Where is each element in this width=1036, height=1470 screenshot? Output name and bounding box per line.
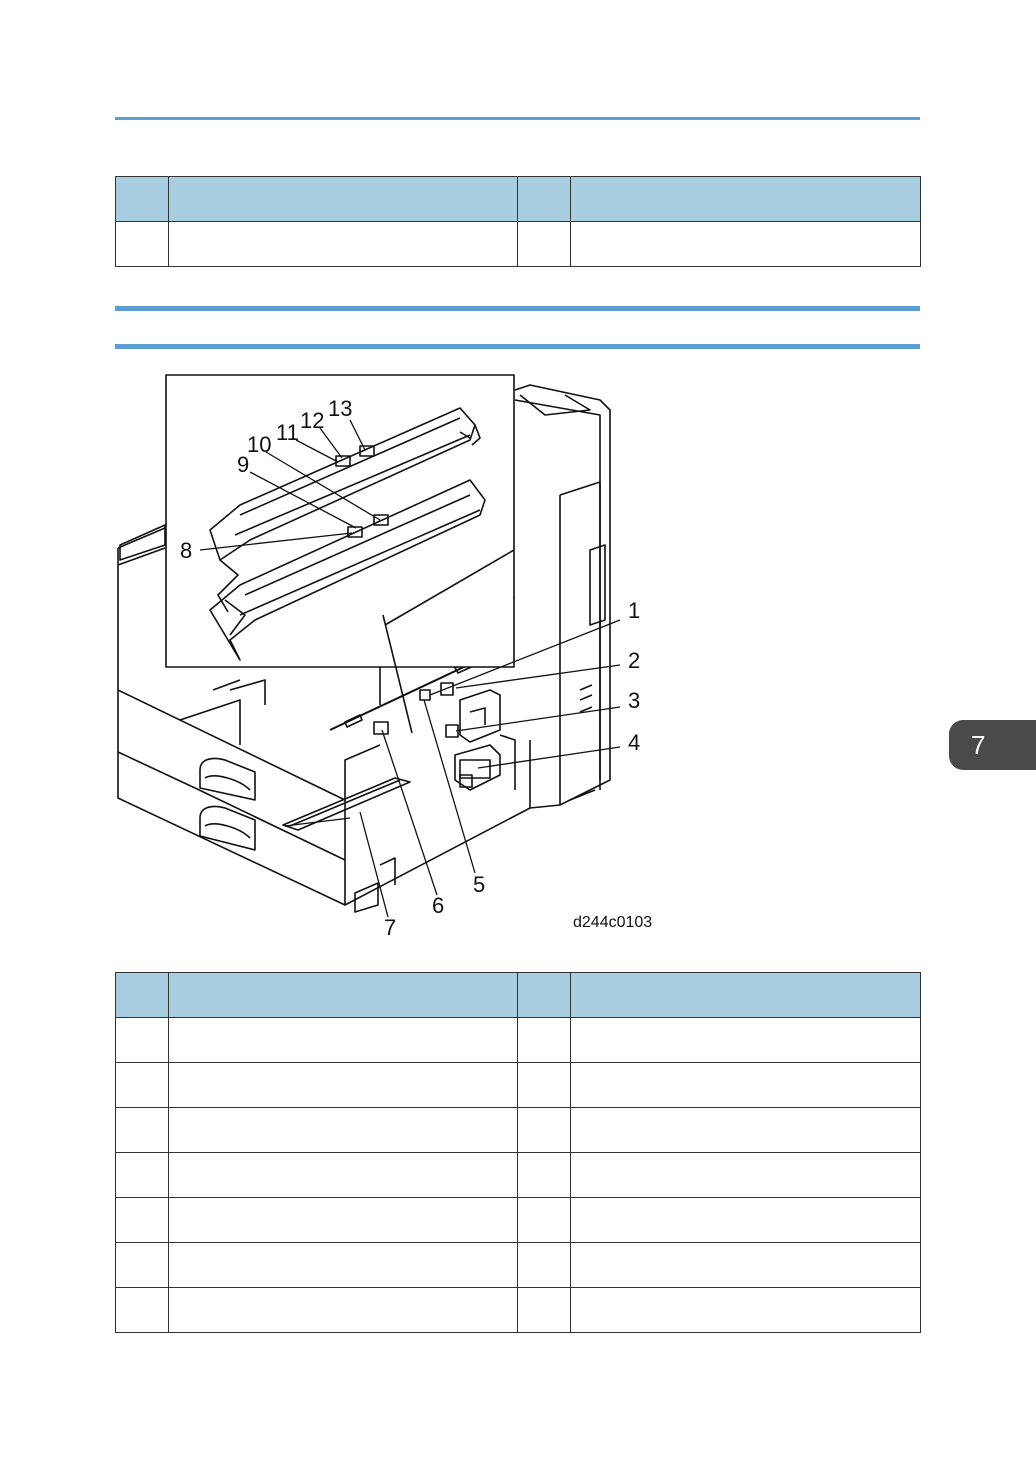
table-cell bbox=[518, 1153, 571, 1198]
section-rule-upper bbox=[115, 306, 920, 311]
header-cell bbox=[571, 973, 921, 1018]
header-cell bbox=[518, 973, 571, 1018]
table-header-row bbox=[116, 973, 921, 1018]
table-row bbox=[116, 1108, 921, 1153]
table-cell bbox=[518, 1018, 571, 1063]
callout-6: 6 bbox=[432, 893, 445, 918]
table-cell bbox=[169, 1108, 518, 1153]
table-cell bbox=[169, 1243, 518, 1288]
table-cell bbox=[571, 1243, 921, 1288]
table-row bbox=[116, 1018, 921, 1063]
table-cell bbox=[116, 1108, 169, 1153]
callout-2: 2 bbox=[628, 648, 641, 673]
table-cell bbox=[571, 1108, 921, 1153]
parts-table bbox=[115, 972, 921, 1333]
table-cell bbox=[518, 1243, 571, 1288]
table-cell bbox=[571, 1288, 921, 1333]
callout-4: 4 bbox=[628, 730, 641, 755]
header-cell bbox=[518, 177, 571, 222]
table-cell bbox=[518, 1063, 571, 1108]
table-header-row bbox=[116, 177, 921, 222]
callout-7: 7 bbox=[384, 915, 397, 940]
table-row bbox=[116, 1153, 921, 1198]
chapter-tab[interactable]: 7 bbox=[949, 720, 1036, 770]
table-cell bbox=[571, 222, 921, 267]
top-rule bbox=[115, 117, 920, 120]
top-parts-table bbox=[115, 176, 921, 267]
section-rule-lower bbox=[115, 344, 920, 349]
table-cell bbox=[518, 1288, 571, 1333]
callout-5: 5 bbox=[473, 872, 486, 897]
table-cell bbox=[116, 1153, 169, 1198]
table-cell bbox=[116, 222, 169, 267]
table-cell bbox=[169, 1153, 518, 1198]
table-cell bbox=[571, 1018, 921, 1063]
table-row bbox=[116, 1243, 921, 1288]
callout-10: 10 bbox=[247, 432, 272, 457]
table-cell bbox=[571, 1153, 921, 1198]
machine-diagram bbox=[115, 360, 675, 945]
table-cell bbox=[169, 1198, 518, 1243]
table-cell bbox=[169, 1018, 518, 1063]
table-cell bbox=[169, 1288, 518, 1333]
table-cell bbox=[571, 1198, 921, 1243]
callout-11: 11 bbox=[276, 420, 299, 445]
table-cell bbox=[116, 1018, 169, 1063]
callout-8: 8 bbox=[180, 538, 193, 563]
callout-13: 13 bbox=[328, 396, 353, 421]
table-cell bbox=[169, 222, 518, 267]
table-cell bbox=[116, 1198, 169, 1243]
header-cell bbox=[571, 177, 921, 222]
callout-3: 3 bbox=[628, 688, 641, 713]
table-row bbox=[116, 1288, 921, 1333]
header-cell bbox=[116, 177, 169, 222]
table-cell bbox=[116, 1288, 169, 1333]
table-row bbox=[116, 1198, 921, 1243]
table-cell bbox=[571, 1063, 921, 1108]
table-cell bbox=[518, 222, 571, 267]
header-cell bbox=[169, 973, 518, 1018]
table-row bbox=[116, 222, 921, 267]
callout-9: 9 bbox=[237, 452, 250, 477]
table-cell bbox=[518, 1198, 571, 1243]
callout-1: 1 bbox=[628, 598, 641, 623]
header-cell bbox=[169, 177, 518, 222]
header-cell bbox=[116, 973, 169, 1018]
table-cell bbox=[518, 1108, 571, 1153]
table-row bbox=[116, 1063, 921, 1108]
figure-code: d244c0103 bbox=[573, 914, 653, 931]
table-cell bbox=[169, 1063, 518, 1108]
table-cell bbox=[116, 1063, 169, 1108]
table-cell bbox=[116, 1243, 169, 1288]
callout-12: 12 bbox=[300, 408, 325, 433]
